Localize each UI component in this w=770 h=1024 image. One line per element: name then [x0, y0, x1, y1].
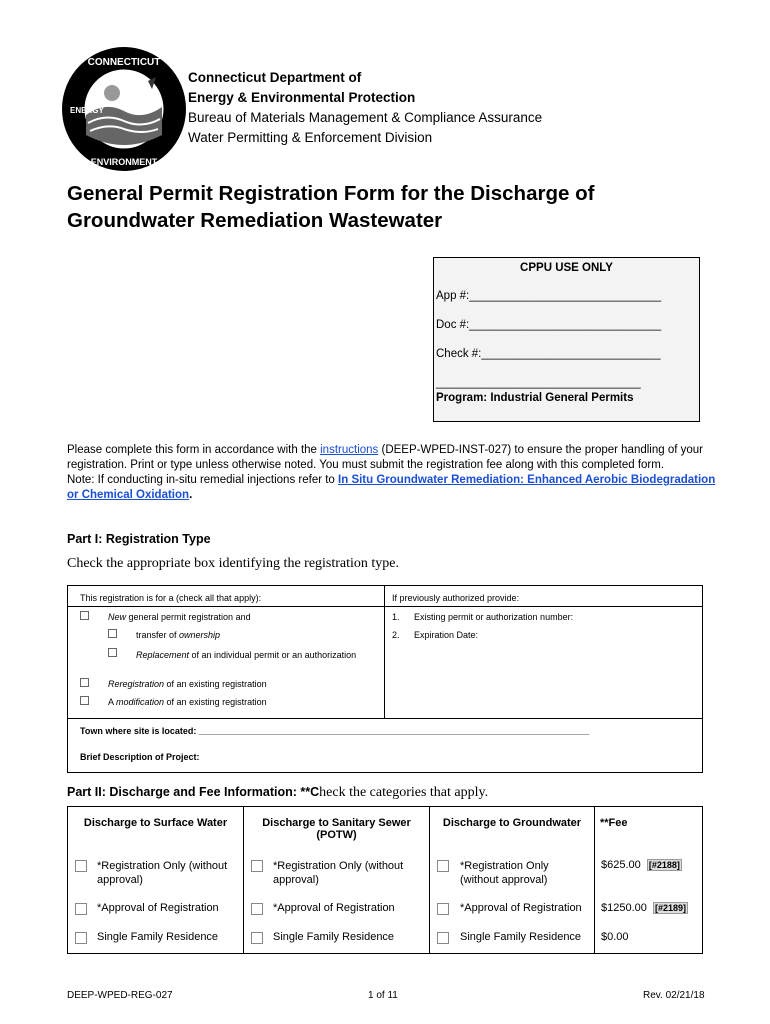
new-registration-label	[108, 612, 251, 622]
transfer-ownership-checkbox[interactable]	[108, 629, 117, 638]
sewer-registration-only-checkbox[interactable]	[251, 860, 263, 872]
project-description-field[interactable]: Brief Description of Project:	[80, 752, 200, 762]
col-divider-1	[243, 807, 244, 953]
surface-approval-label: *Approval of Registration	[97, 902, 219, 914]
doc-number-field: Doc #:______________________________	[436, 319, 662, 331]
transfer-em: ownership	[179, 630, 221, 640]
discharge-fee-table	[67, 806, 703, 954]
sewer-registration-only-label: *Registration Only (without approval)	[273, 860, 404, 886]
groundwater-approval-label: *Approval of Registration	[460, 902, 582, 914]
fee-value-2: $1250.00	[601, 902, 647, 914]
svg-text:CONNECTICUT: CONNECTICUT	[87, 57, 161, 68]
form-title-line-2: Groundwater Remediation Wastewater	[67, 209, 443, 232]
form-number: DEEP-WPED-REG-027	[67, 990, 173, 1001]
blank-line: ________________________________	[436, 377, 641, 389]
registration-type-table	[67, 585, 703, 773]
agency-line-4: Water Permitting & Enforcement Division	[188, 130, 433, 145]
sewer-approval-checkbox[interactable]	[251, 903, 263, 915]
intro-paragraph	[67, 443, 717, 473]
rereg-em: Reregistration	[108, 679, 165, 689]
surface-approval-checkbox[interactable]	[75, 903, 87, 915]
surface-registration-only-checkbox[interactable]	[75, 860, 87, 872]
left-header: This registration is for a (check all that apply):	[80, 593, 262, 603]
agency-line-3: Bureau of Materials Management & Compliance Assurance	[188, 110, 543, 125]
sewer-approval-label: *Approval of Registration	[273, 902, 395, 914]
replace-em: Replacement	[136, 650, 190, 660]
transfer-a: transfer of	[136, 630, 180, 640]
page-number: 1 of 11	[368, 990, 398, 1001]
col-divider-3	[594, 807, 595, 953]
deep-logo	[60, 45, 188, 173]
transfer-ownership-label	[136, 630, 220, 640]
replacement-checkbox[interactable]	[108, 648, 117, 657]
town-section-rule	[68, 718, 702, 719]
app-number-field: App #:______________________________	[436, 290, 662, 302]
groundwater-registration-only-label: *Registration Only (without approval)	[460, 860, 549, 886]
agency-line-1: Connecticut Department of	[188, 70, 362, 85]
part-2-heading-bold: Part II: Discharge and Fee Information: **C	[67, 785, 320, 799]
intro-text-a: Please complete this form in accordance with the	[67, 444, 321, 456]
existing-permit-number-field[interactable]: Existing permit or authorization number:	[414, 612, 574, 622]
town-field[interactable]: Town where site is located: ______________________________________________________________________________	[80, 726, 590, 736]
right-item-1-num: 1.	[392, 612, 400, 622]
program-label: Program: Industrial General Permits	[436, 392, 634, 404]
reregistration-checkbox[interactable]	[80, 678, 89, 687]
groundwater-approval-checkbox[interactable]	[437, 903, 449, 915]
expiration-date-field[interactable]: Expiration Date:	[414, 630, 479, 640]
svg-text:ENERGY: ENERGY	[70, 106, 104, 115]
form-title-line-1: General Permit Registration Form for the Discharge of	[67, 182, 595, 205]
col-fee: **Fee	[600, 817, 628, 829]
replace-rest: of an individual permit or an authorization	[189, 650, 357, 660]
intro-text-b: (DEEP-WPED-INST-027) to ensure the proper handling of your registration. Print or type unless otherwise noted. You must submit the registration fee along with this completed form.	[67, 444, 703, 471]
new-rest: general permit registration and	[126, 612, 251, 622]
col-divider-2	[429, 807, 430, 953]
replacement-label	[136, 649, 366, 661]
revision-date: Rev. 02/21/18	[643, 990, 705, 1001]
modification-checkbox[interactable]	[80, 696, 89, 705]
surface-single-family-label: Single Family Residence	[97, 931, 219, 943]
sewer-single-family-checkbox[interactable]	[251, 932, 263, 944]
col-surface-water: Discharge to Surface Water	[83, 817, 228, 829]
agency-line-2: Energy & Environmental Protection	[188, 90, 416, 105]
rereg-rest: of an existing registration	[164, 679, 267, 689]
modification-label	[108, 697, 267, 707]
part-2-heading-rest: heck the categories that apply.	[319, 785, 489, 800]
col-sanitary-sewer: Discharge to Sanitary Sewer (POTW)	[262, 817, 411, 841]
check-number-field: Check #:____________________________	[436, 348, 661, 360]
fee-registration-only	[601, 859, 682, 871]
right-header: If previously authorized provide:	[392, 593, 520, 603]
in-situ-remediation-link[interactable]: In Situ Groundwater Remediation: Enhanced Aerobic Biodegradation or Chemical Oxidation	[67, 474, 716, 501]
cppu-header: CPPU USE ONLY	[520, 262, 613, 274]
fee-value-1: $625.00	[601, 859, 641, 871]
groundwater-single-family-checkbox[interactable]	[437, 932, 449, 944]
form-title	[67, 180, 727, 234]
mod-rest: of an existing registration	[164, 697, 267, 707]
agency-header	[188, 68, 542, 148]
mod-em: modification	[116, 697, 165, 707]
sewer-single-family-label: Single Family Residence	[273, 931, 395, 943]
part-2-heading	[67, 783, 488, 801]
left-header-rule	[68, 606, 384, 607]
groundwater-registration-only-checkbox[interactable]	[437, 860, 449, 872]
intro-text	[67, 443, 717, 503]
note-text-a: Note: If conducting in-situ remedial injections refer to	[67, 474, 339, 486]
cppu-use-only-box	[433, 257, 700, 422]
note-text-b: .	[189, 489, 193, 501]
part-1-instruction: Check the appropriate box identifying the registration type.	[67, 556, 400, 571]
part-1-heading: Part I: Registration Type	[67, 532, 211, 546]
mod-a: A	[108, 697, 117, 707]
new-em: New	[108, 612, 127, 622]
surface-registration-only-label: *Registration Only (without approval)	[97, 860, 228, 886]
fee-code-2: [#2189]	[655, 903, 687, 913]
fee-single-family: $0.00	[601, 931, 629, 943]
fee-code-1: [#2188]	[648, 860, 680, 870]
right-header-rule	[384, 606, 702, 607]
col-groundwater: Discharge to Groundwater	[442, 817, 582, 829]
note-paragraph	[67, 473, 717, 503]
svg-text:ENVIRONMENT: ENVIRONMENT	[90, 157, 158, 167]
groundwater-single-family-label: Single Family Residence	[460, 931, 582, 943]
right-item-2-num: 2.	[392, 630, 400, 640]
reregistration-label	[108, 679, 267, 689]
instructions-link[interactable]: instructions	[320, 444, 379, 456]
surface-single-family-checkbox[interactable]	[75, 932, 87, 944]
fee-approval	[601, 902, 688, 914]
new-registration-checkbox[interactable]	[80, 611, 89, 620]
